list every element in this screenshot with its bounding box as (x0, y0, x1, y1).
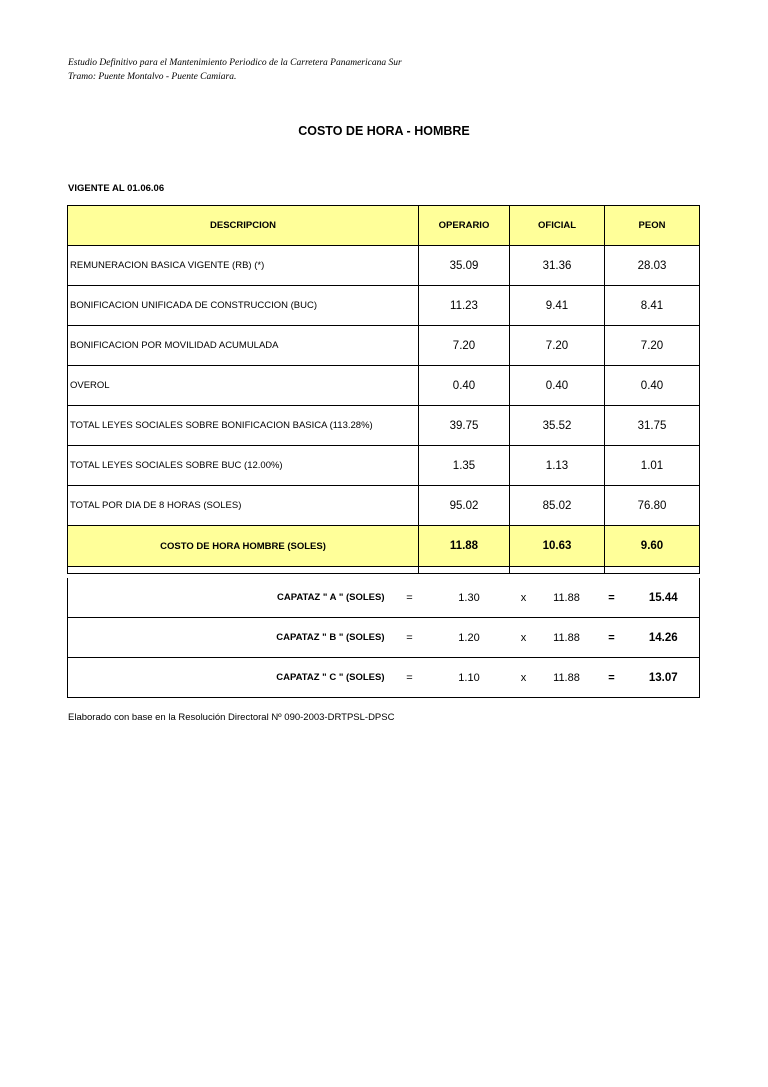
capataz-factor: 1.20 (429, 618, 510, 658)
capataz-factor: 1.10 (429, 658, 510, 698)
spacer-cell (68, 567, 419, 574)
times-sign: x (510, 618, 538, 658)
header-line-2: Tramo: Puente Montalvo - Puente Camiara. (68, 72, 237, 82)
capataz-base: 11.88 (538, 658, 596, 698)
table-header-row (68, 206, 700, 246)
capataz-table (67, 578, 700, 698)
equals-sign: = (391, 618, 429, 658)
row-operario: 35.09 (419, 246, 510, 286)
table-row (68, 246, 700, 286)
spacer-cell (605, 567, 700, 574)
total-desc: COSTO DE HORA HOMBRE (SOLES) (68, 526, 419, 567)
row-desc: BONIFICACION POR MOVILIDAD ACUMULADA (68, 326, 419, 366)
capataz-label: CAPATAZ " B " (SOLES) (68, 618, 391, 658)
table-row (68, 366, 700, 406)
row-operario: 0.40 (419, 366, 510, 406)
row-oficial: 1.13 (510, 446, 605, 486)
total-operario: 11.88 (419, 526, 510, 567)
total-peon: 9.60 (605, 526, 700, 567)
equals-sign: = (596, 618, 628, 658)
equals-sign: = (391, 578, 429, 618)
table-row (68, 406, 700, 446)
row-operario: 1.35 (419, 446, 510, 486)
capataz-label: CAPATAZ " A " (SOLES) (68, 578, 391, 618)
row-oficial: 85.02 (510, 486, 605, 526)
capataz-result: 15.44 (628, 578, 700, 618)
capataz-label: CAPATAZ " C " (SOLES) (68, 658, 391, 698)
table-row (68, 326, 700, 366)
table-row (68, 286, 700, 326)
vigente-date: VIGENTE AL 01.06.06 (68, 183, 165, 194)
capataz-row (68, 618, 700, 658)
row-peon: 0.40 (605, 366, 700, 406)
equals-sign: = (391, 658, 429, 698)
capataz-base: 11.88 (538, 618, 596, 658)
row-peon: 28.03 (605, 246, 700, 286)
times-sign: x (510, 578, 538, 618)
row-oficial: 7.20 (510, 326, 605, 366)
row-desc: OVEROL (68, 366, 419, 406)
times-sign: x (510, 658, 538, 698)
spacer-row (68, 567, 700, 574)
row-peon: 1.01 (605, 446, 700, 486)
col-operario: OPERARIO (419, 206, 510, 246)
row-desc: TOTAL LEYES SOCIALES SOBRE BONIFICACION BASICA (113.28%) (68, 406, 419, 446)
row-operario: 11.23 (419, 286, 510, 326)
row-operario: 39.75 (419, 406, 510, 446)
spacer-cell (419, 567, 510, 574)
row-peon: 76.80 (605, 486, 700, 526)
row-operario: 7.20 (419, 326, 510, 366)
spacer-cell (510, 567, 605, 574)
capataz-result: 14.26 (628, 618, 700, 658)
header-line-1: Estudio Definitivo para el Mantenimiento Periodico de la Carretera Panamericana Sur (68, 58, 402, 68)
col-peon: PEON (605, 206, 700, 246)
table-row (68, 486, 700, 526)
capataz-base: 11.88 (538, 578, 596, 618)
cost-table (67, 205, 700, 574)
row-desc: TOTAL POR DIA DE 8 HORAS (SOLES) (68, 486, 419, 526)
footer-note: Elaborado con base en la Resolución Directoral Nº 090-2003-DRTPSL-DPSC (68, 712, 395, 723)
capataz-result: 13.07 (628, 658, 700, 698)
row-desc: REMUNERACION BASICA VIGENTE (RB) (*) (68, 246, 419, 286)
row-peon: 8.41 (605, 286, 700, 326)
capataz-factor: 1.30 (429, 578, 510, 618)
row-peon: 7.20 (605, 326, 700, 366)
row-oficial: 0.40 (510, 366, 605, 406)
row-desc: BONIFICACION UNIFICADA DE CONSTRUCCION (BUC) (68, 286, 419, 326)
row-peon: 31.75 (605, 406, 700, 446)
capataz-row (68, 658, 700, 698)
page-title: COSTO DE HORA - HOMBRE (298, 124, 470, 138)
row-desc: TOTAL LEYES SOCIALES SOBRE BUC (12.00%) (68, 446, 419, 486)
row-oficial: 9.41 (510, 286, 605, 326)
row-oficial: 35.52 (510, 406, 605, 446)
total-oficial: 10.63 (510, 526, 605, 567)
equals-sign: = (596, 658, 628, 698)
col-descripcion: DESCRIPCION (68, 206, 419, 246)
table-row (68, 446, 700, 486)
row-oficial: 31.36 (510, 246, 605, 286)
capataz-row (68, 578, 700, 618)
row-operario: 95.02 (419, 486, 510, 526)
total-row (68, 526, 700, 567)
col-oficial: OFICIAL (510, 206, 605, 246)
equals-sign: = (596, 578, 628, 618)
